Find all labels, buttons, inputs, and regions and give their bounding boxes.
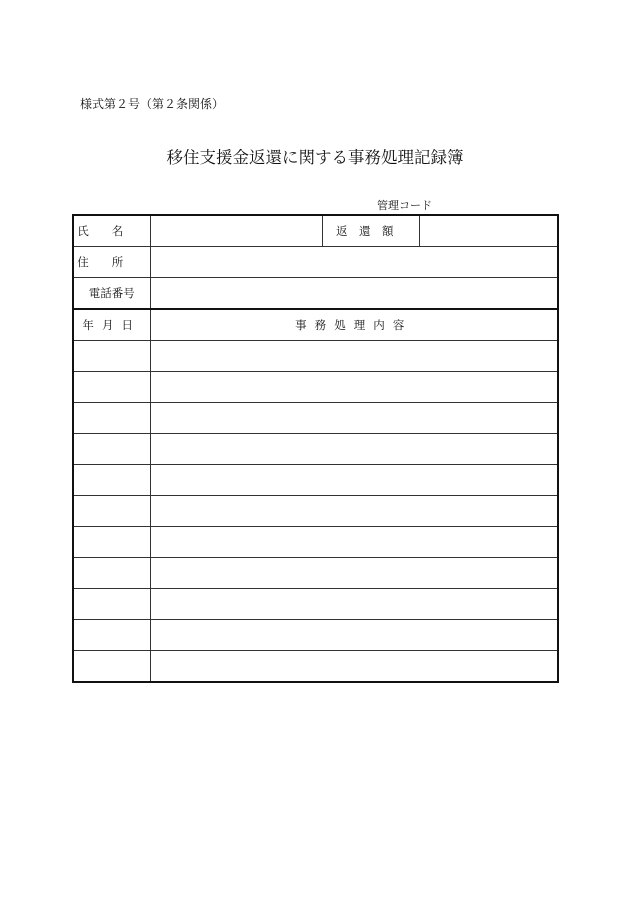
table-row [73,651,558,683]
record-date-cell[interactable] [73,651,150,683]
table-row [73,496,558,527]
record-details-cell[interactable] [150,372,558,403]
date-column-header: 年月日 [73,309,150,341]
record-details-cell[interactable] [150,434,558,465]
record-details-cell[interactable] [150,496,558,527]
phone-label: 電話番号 [73,278,150,310]
name-row [73,215,558,247]
record-details-cell[interactable] [150,620,558,651]
table-row [73,372,558,403]
table-row [73,465,558,496]
record-table [72,214,559,683]
record-date-cell[interactable] [73,496,150,527]
table-row [73,527,558,558]
refund-amount-label: 返還額 [322,215,419,247]
management-code-label: 管理コード [377,199,432,212]
record-date-cell[interactable] [73,372,150,403]
name-field[interactable] [150,215,322,247]
table-row [73,341,558,372]
form-number: 様式第２号（第２条関係） [80,97,225,111]
record-date-cell[interactable] [73,465,150,496]
record-date-cell[interactable] [73,620,150,651]
record-details-cell[interactable] [150,651,558,683]
table-row [73,434,558,465]
refund-amount-field[interactable] [419,215,558,247]
address-label: 住所 [73,247,150,278]
record-details-cell[interactable] [150,403,558,434]
record-header-row [73,309,558,341]
record-details-cell[interactable] [150,341,558,372]
document-title: 移住支援金返還に関する事務処理記録簿 [166,148,464,167]
phone-row [73,278,558,310]
address-field[interactable] [150,247,558,278]
address-row [73,247,558,278]
details-column-header: 事務処理内容 [150,309,558,341]
table-row [73,589,558,620]
table-row [73,403,558,434]
record-details-cell[interactable] [150,465,558,496]
table-row [73,620,558,651]
record-date-cell[interactable] [73,341,150,372]
record-date-cell[interactable] [73,434,150,465]
record-details-cell[interactable] [150,527,558,558]
record-details-cell[interactable] [150,558,558,589]
table-row [73,558,558,589]
phone-field[interactable] [150,278,558,310]
record-details-cell[interactable] [150,589,558,620]
record-date-cell[interactable] [73,558,150,589]
record-date-cell[interactable] [73,527,150,558]
record-date-cell[interactable] [73,589,150,620]
record-date-cell[interactable] [73,403,150,434]
name-label: 氏名 [73,215,150,247]
